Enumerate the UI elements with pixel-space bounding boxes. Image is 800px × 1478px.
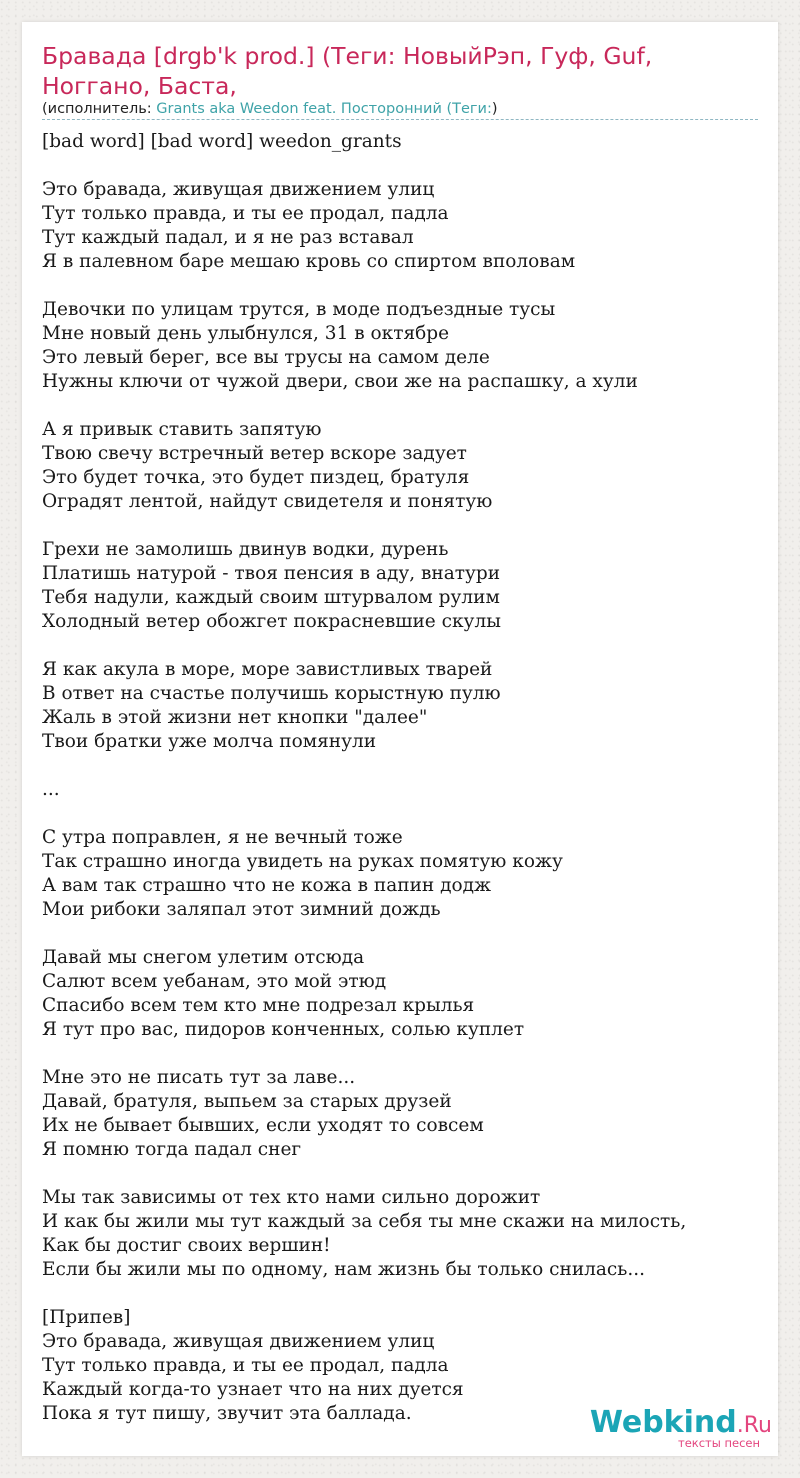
lyrics-line: Спасибо всем тем кто мне подрезал крылья (42, 995, 475, 1016)
lyrics-line: Салют всем уебанам, это мой этюд (42, 971, 387, 992)
lyrics-line: Грехи не замолишь двинув водки, дурень (42, 539, 449, 560)
lyrics-line: Холодный ветер обожгет покрасневшие скулы (42, 611, 501, 632)
artist-label: (исполнитель: (42, 101, 157, 117)
lyrics-line: Если бы жили мы по одному, нам жизнь бы только снилась... (42, 1259, 646, 1280)
song-title: Бравада [drgb'k prod.] (Теги: НовыйРэп, Гуф, Guf, Ноггано, Баста, (42, 42, 653, 100)
webkind-logo[interactable] (582, 1406, 772, 1450)
lyrics-line: Нужны ключи от чужой двери, свои же на распашку, а хули (42, 371, 638, 392)
lyrics-blank-line (42, 514, 762, 538)
lyrics-line: Мне новый день улыбнулся, 31 в октябре (42, 323, 450, 344)
lyrics-line: [bad word] [bad word] weedon_grants (42, 131, 402, 152)
lyrics-blank-line (42, 154, 762, 178)
lyrics-line: Их не бывает бывших, если уходят то совсем (42, 1115, 484, 1136)
artist-link[interactable]: Grants aka Weedon feat. Посторонний (Теги: (156, 101, 492, 117)
lyrics-line: Как бы достиг своих вершин! (42, 1235, 331, 1256)
lyrics-blank-line (42, 634, 762, 658)
lyrics-line: Так страшно иногда увидеть на руках помятую кожу (42, 851, 563, 872)
lyrics-blank-line (42, 754, 762, 778)
lyrics-line: Это будет точка, это будет пиздец, братуля (42, 467, 470, 488)
artist-close: ) (491, 101, 498, 117)
lyrics-line: Давай, братуля, выпьем за старых друзей (42, 1091, 452, 1112)
lyrics-blank-line (42, 1282, 762, 1306)
logo-tagline: тексты песен (678, 1436, 760, 1450)
lyrics-line: И как бы жили мы тут каждый за себя ты мне скажи на милость, (42, 1211, 687, 1232)
lyrics-text (42, 130, 762, 1426)
lyrics-line: Я тут про вас, пидоров конченных, солью куплет (42, 1019, 525, 1040)
lyrics-card (22, 22, 778, 1456)
lyrics-line: Тут только правда, и ты ее продал, падла (42, 203, 449, 224)
lyrics-line: Я помню тогда падал снег (42, 1139, 302, 1160)
lyrics-line: С утра поправлен, я не вечный тоже (42, 827, 403, 848)
lyrics-blank-line (42, 922, 762, 946)
lyrics-line: Я как акула в море, море завистливых тварей (42, 659, 493, 680)
lyrics-line: Твои братки уже молча помянули (42, 731, 377, 752)
lyrics-blank-line (42, 394, 762, 418)
lyrics-blank-line (42, 1042, 762, 1066)
artist-line (42, 100, 758, 120)
logo-suffix: .Ru (736, 1413, 772, 1438)
lyrics-blank-line (42, 1162, 762, 1186)
lyrics-blank-line (42, 802, 762, 826)
lyrics-line: Девочки по улицам трутся, в моде подъездные тусы (42, 299, 556, 320)
lyrics-line: ... (42, 779, 60, 800)
lyrics-line: Это бравада, живущая движением улиц (42, 1331, 435, 1352)
lyrics-line: Пока я тут пишу, звучит эта баллада. (42, 1403, 412, 1424)
lyrics-line: А вам так страшно что не кожа в папин додж (42, 875, 492, 896)
lyrics-line: А я привык ставить запятую (42, 419, 322, 440)
lyrics-line: Жаль в этой жизни нет кнопки "далее" (42, 707, 428, 728)
lyrics-line: [Припев] (42, 1307, 131, 1328)
lyrics-line: Мы так зависимы от тех кто нами сильно дорожит (42, 1187, 541, 1208)
lyrics-line: Оградят лентой, найдут свидетеля и понятую (42, 491, 493, 512)
lyrics-line: Давай мы снегом улетим отсюда (42, 947, 365, 968)
lyrics-line: Я в палевном баре мешаю кровь со спиртом вполовам (42, 251, 576, 272)
lyrics-line: Платишь натурой - твоя пенсия в аду, внатури (42, 563, 501, 584)
lyrics-line: Мне это не писать тут за лаве... (42, 1067, 356, 1088)
lyrics-line: Тут только правда, и ты ее продал, падла (42, 1355, 449, 1376)
lyrics-line: Тут каждый падал, и я не раз вставал (42, 227, 414, 248)
logo-main-text: Webkind (589, 1405, 737, 1440)
lyrics-blank-line (42, 274, 762, 298)
lyrics-line: В ответ на счастье получишь корыстную пулю (42, 683, 501, 704)
lyrics-line: Тебя надули, каждый своим штурвалом рулим (42, 587, 500, 608)
lyrics-line: Твою свечу встречный ветер вскоре задует (42, 443, 467, 464)
lyrics-line: Мои рибоки заляпал этот зимний дождь (42, 899, 441, 920)
lyrics-line: Это левый берег, все вы трусы на самом деле (42, 347, 490, 368)
lyrics-line: Каждый когда-то узнает что на них дуется (42, 1379, 464, 1400)
lyrics-line: Это бравада, живущая движением улиц (42, 179, 435, 200)
